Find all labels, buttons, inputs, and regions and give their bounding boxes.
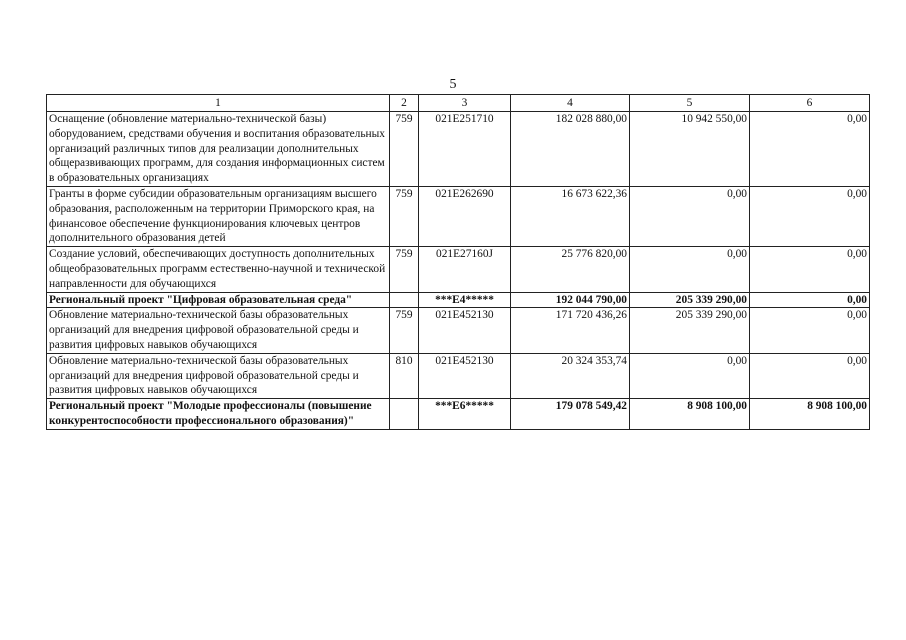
row-name: Обновление материально-технической базы образовательных организаций для внедрения цифровой образовательной среды и развития цифровых навыков обучающихся bbox=[47, 308, 390, 353]
row-value-4: 192 044 790,00 bbox=[511, 292, 630, 308]
row-value-6: 0,00 bbox=[750, 308, 870, 353]
row-value-6: 0,00 bbox=[750, 186, 870, 246]
column-header-4: 4 bbox=[511, 95, 630, 112]
row-name: Обновление материально-технической базы образовательных организаций для внедрения цифровой образовательной среды и развития цифровых навыков обучающихся bbox=[47, 353, 390, 398]
row-value-4: 25 776 820,00 bbox=[511, 247, 630, 292]
column-header-2: 2 bbox=[390, 95, 419, 112]
table-row-project bbox=[47, 399, 870, 430]
row-value-4: 171 720 436,26 bbox=[511, 308, 630, 353]
row-code: 759 bbox=[390, 247, 419, 292]
row-name: Создание условий, обеспечивающих доступность дополнительных общеобразовательных программ естественно-научной и технической направленности для обучающихся bbox=[47, 247, 390, 292]
table-header-row bbox=[47, 95, 870, 112]
row-code bbox=[390, 399, 419, 430]
row-code: 759 bbox=[390, 308, 419, 353]
row-code: 759 bbox=[390, 112, 419, 187]
row-code bbox=[390, 292, 419, 308]
row-csr: 021E452130 bbox=[419, 353, 511, 398]
row-value-4: 20 324 353,74 bbox=[511, 353, 630, 398]
row-value-6: 0,00 bbox=[750, 353, 870, 398]
row-code: 759 bbox=[390, 186, 419, 246]
column-header-5: 5 bbox=[630, 95, 750, 112]
row-csr: ***E6***** bbox=[419, 399, 511, 430]
row-csr: 021E452130 bbox=[419, 308, 511, 353]
table-row bbox=[47, 308, 870, 353]
row-code: 810 bbox=[390, 353, 419, 398]
column-header-1: 1 bbox=[47, 95, 390, 112]
row-name: Региональный проект "Молодые профессионалы (повышение конкурентоспособности профессионального образования)" bbox=[47, 399, 390, 430]
row-value-5: 205 339 290,00 bbox=[630, 308, 750, 353]
row-value-5: 0,00 bbox=[630, 186, 750, 246]
row-value-5: 8 908 100,00 bbox=[630, 399, 750, 430]
table-row bbox=[47, 353, 870, 398]
table-row bbox=[47, 247, 870, 292]
table-row bbox=[47, 186, 870, 246]
table-row-project bbox=[47, 292, 870, 308]
row-csr: 021E27160J bbox=[419, 247, 511, 292]
table-row bbox=[47, 112, 870, 187]
row-value-6: 0,00 bbox=[750, 292, 870, 308]
row-value-6: 0,00 bbox=[750, 112, 870, 187]
row-value-5: 0,00 bbox=[630, 353, 750, 398]
page-number: 5 bbox=[449, 77, 457, 92]
row-value-5: 0,00 bbox=[630, 247, 750, 292]
row-name: Гранты в форме субсидии образовательным организациям высшего образования, расположенным на территории Приморского края, на финансовое обеспечение функционирования ключевых центров дополнительного образования детей bbox=[47, 186, 390, 246]
row-value-6: 8 908 100,00 bbox=[750, 399, 870, 430]
row-name: Оснащение (обновление материально-технической базы) оборудованием, средствами обучения и воспитания образовательных организаций различных типов для реализации дополнительных общеразвивающих программ, для создания информационных систем в образовательных организациях bbox=[47, 112, 390, 187]
budget-table bbox=[46, 94, 870, 430]
row-value-6: 0,00 bbox=[750, 247, 870, 292]
row-value-5: 205 339 290,00 bbox=[630, 292, 750, 308]
row-csr: 021E262690 bbox=[419, 186, 511, 246]
row-value-4: 182 028 880,00 bbox=[511, 112, 630, 187]
row-csr: 021E251710 bbox=[419, 112, 511, 187]
column-header-6: 6 bbox=[750, 95, 870, 112]
row-value-4: 179 078 549,42 bbox=[511, 399, 630, 430]
row-csr: ***E4***** bbox=[419, 292, 511, 308]
column-header-3: 3 bbox=[419, 95, 511, 112]
row-value-4: 16 673 622,36 bbox=[511, 186, 630, 246]
row-name: Региональный проект "Цифровая образовательная среда" bbox=[47, 292, 390, 308]
row-value-5: 10 942 550,00 bbox=[630, 112, 750, 187]
